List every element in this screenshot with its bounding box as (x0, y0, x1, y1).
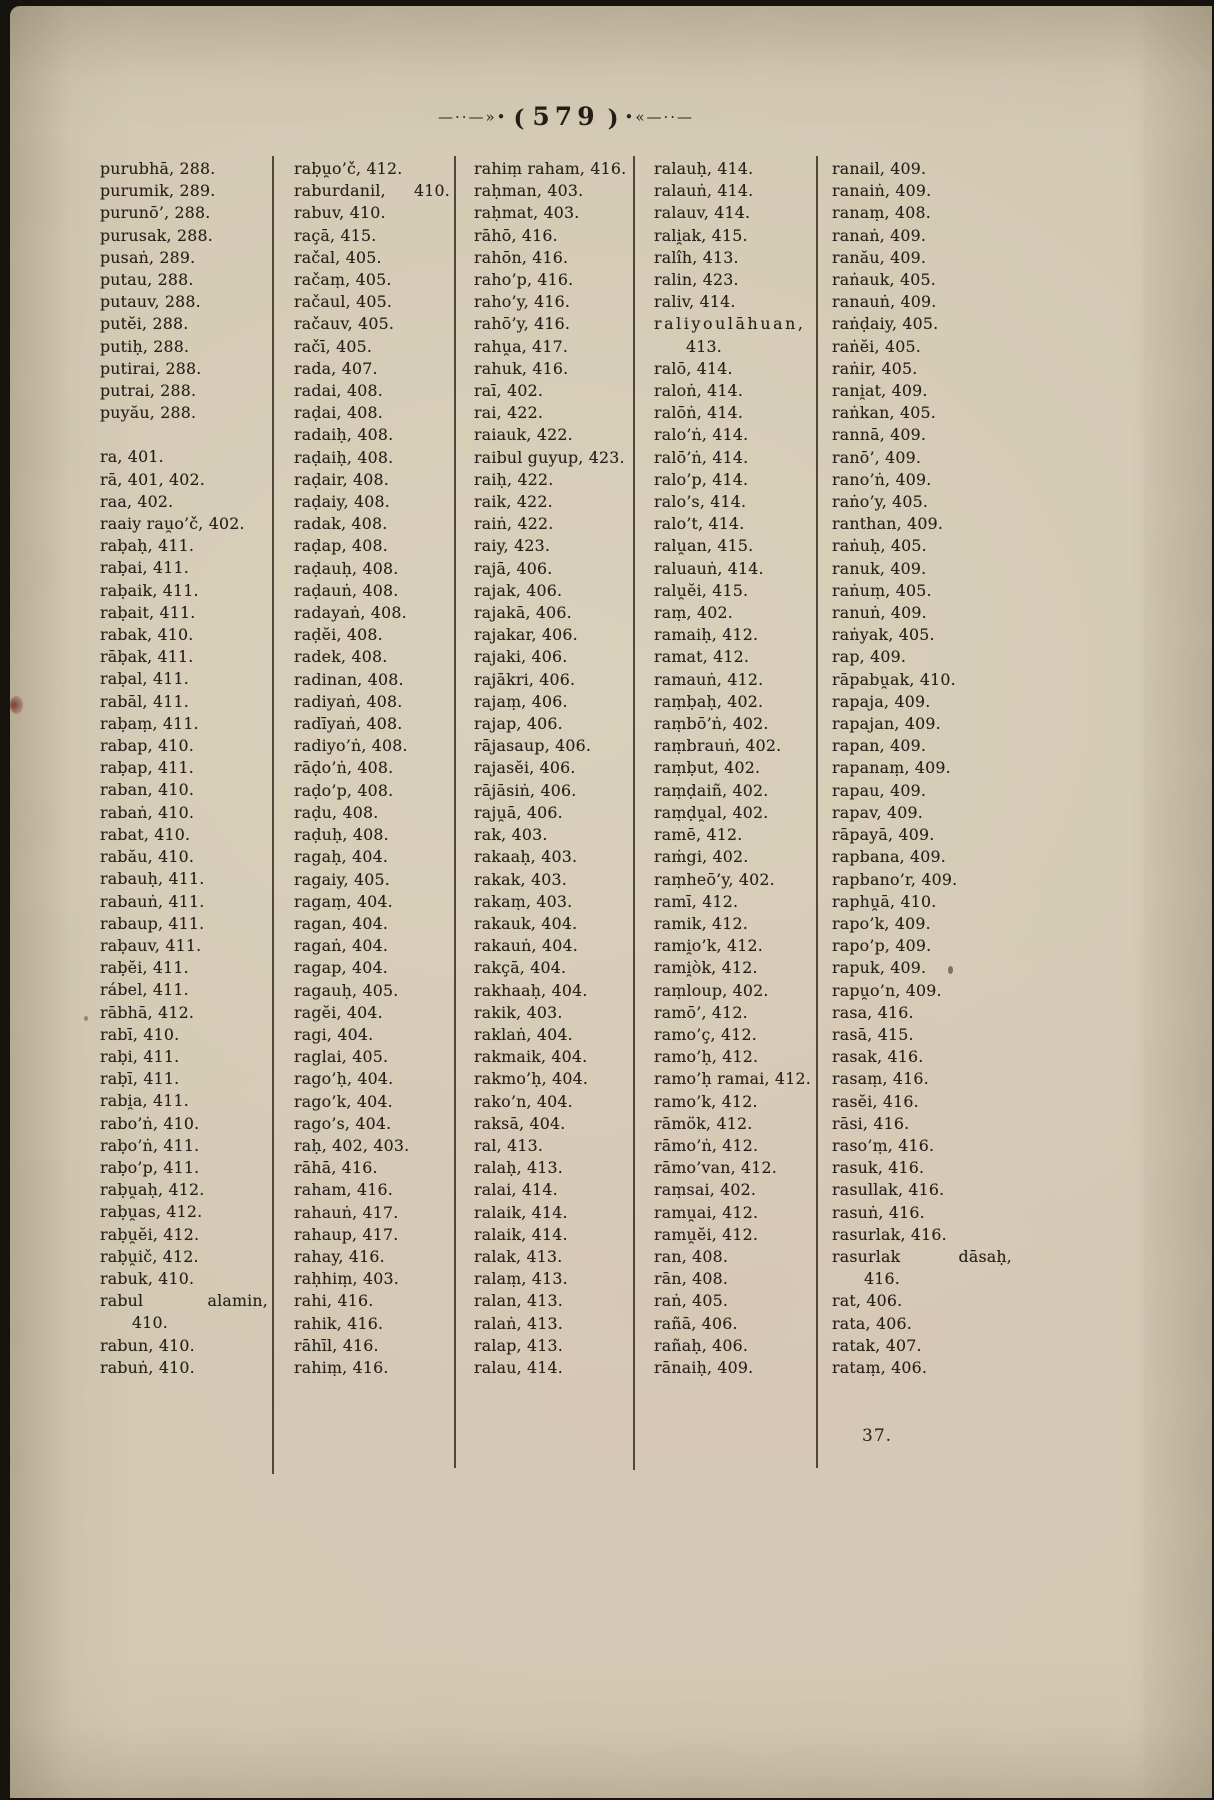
index-entry: rakmo’ḥ, 404. (474, 1069, 589, 1089)
index-entry: rapaja, 409. (832, 691, 931, 711)
index-entry: rahu̯a, 417. (474, 336, 569, 356)
index-entry: purumik, 289. (100, 181, 216, 201)
index-entry: raṅauk, 405. (832, 270, 936, 290)
index-entry: raḅal, 411. (100, 669, 189, 689)
index-entry: raṅkan, 405. (832, 403, 936, 423)
index-entry: ramō’, 412. (654, 1002, 748, 1022)
index-entry: rajakar, 406. (474, 625, 578, 645)
index-entry: ralo’ṅ, 414. (654, 425, 749, 445)
index-entry: ralai, 414. (474, 1180, 558, 1200)
index-entry: raho’p, 416. (474, 270, 574, 290)
index-entry: ramat, 412. (654, 647, 750, 667)
index-entry: raklaṅ, 404. (474, 1024, 573, 1044)
index-entry: raḅo’ṅ, 411. (100, 1135, 200, 1155)
index-entry: ralaṃ, 413. (474, 1269, 568, 1289)
index-entry: rajasĕi, 406. (474, 758, 576, 778)
index-entry: raksā, 404. (474, 1113, 566, 1133)
index-entry: raṅḍaiy, 405. (832, 314, 939, 334)
index-entry: raḅait, 411. (100, 602, 196, 622)
index-entry: raḥman, 403. (474, 181, 584, 201)
index-entry: raḅu̯as, 412. (100, 1202, 203, 1222)
index-entry: puyău, 288. (100, 403, 197, 423)
index-entry: rannā, 409. (832, 425, 927, 445)
index-entry: raḅaṃ, 411. (100, 713, 199, 733)
index-entry: raḍo’p, 408. (294, 780, 394, 800)
index-entry: raglai, 405. (294, 1047, 389, 1067)
index-entry: ragauḥ, 405. (294, 980, 399, 1000)
index-entry: raibul guyup, 423. (474, 447, 625, 467)
index-entry: ranauṅ, 409. (832, 292, 937, 312)
index-column-4 (654, 158, 812, 1379)
index-column-1 (100, 158, 268, 1379)
index-entry: rasullak, 416. (832, 1180, 945, 1200)
header-ornament-left: —··—»• (437, 108, 508, 126)
index-entry: raiy, 423. (474, 536, 551, 556)
index-entry: raṃḅaḥ, 402. (654, 691, 764, 711)
index-entry: ralap, 413. (474, 1335, 563, 1355)
index-entry: raṃḅut, 402. (654, 758, 761, 778)
index-entry: ranău, 409. (832, 247, 927, 267)
index-entry: rajak, 406. (474, 580, 563, 600)
index-entry: ramo’ḥ, 412. (654, 1047, 759, 1067)
index-entry: rapan, 409. (832, 736, 927, 756)
index-entry: rago’ḥ, 404. (294, 1069, 394, 1089)
index-entry: raḍĕi, 408. (294, 625, 383, 645)
index-entry: raluauṅ, 414. (654, 558, 764, 578)
index-entry: rakaaḥ, 403. (474, 847, 578, 867)
close-paren: ) (607, 105, 619, 132)
index-entry: raḍauḥ, 408. (294, 558, 399, 578)
index-entry: rahō’y, 416. (474, 314, 571, 334)
index-entry: raik, 422. (474, 492, 553, 512)
index-entry: rakçā, 404. (474, 958, 567, 978)
index-entry: rata, 406. (832, 1313, 912, 1333)
index-entry: rap, 409. (832, 647, 907, 667)
index-entry: raliyoulāhuan, (654, 314, 806, 334)
index-entry: ramaiḥ, 412. (654, 625, 759, 645)
index-entry: ralauv, 414. (654, 203, 751, 223)
index-entry: putauv, 288. (100, 292, 201, 312)
index-entry: rājasaup, 406. (474, 736, 592, 756)
index-entry: raḅaik, 411. (100, 580, 199, 600)
index-entry: ragĕi, 404. (294, 1002, 383, 1022)
index-entry: rapajan, 409. (832, 714, 941, 734)
index-entry: rāsi, 416. (832, 1113, 910, 1133)
index-entry: ralak, 413. (474, 1246, 563, 1266)
index-entry: ralo’p, 414. (654, 469, 749, 489)
index-entry: raī, 402. (474, 381, 544, 401)
index-entry: ralin, 423. (654, 270, 739, 290)
index-entry: raḍai, 408. (294, 403, 383, 423)
index-entry: raho’y, 416. (474, 292, 571, 312)
index-entry: ranuṅ, 409. (832, 603, 927, 623)
index-entry: radiyo’ṅ, 408. (294, 736, 408, 756)
index-entry: ral, 413. (474, 1135, 544, 1155)
index-entry: ragaḥ, 404. (294, 847, 389, 867)
column-divider-1 (272, 156, 274, 1474)
index-entry: radai, 408. (294, 381, 383, 401)
index-entry: raso’ṃ, 416. (832, 1135, 935, 1155)
index-entry: rāhīl, 416. (294, 1335, 379, 1355)
index-entry: putau, 288. (100, 270, 194, 290)
index-entry: ralo’s, 414. (654, 492, 747, 512)
index-entry: rada, 407. (294, 358, 378, 378)
index-entry: ralōṅ, 414. (654, 403, 744, 423)
index-entry: ragaṅ, 404. (294, 936, 389, 956)
index-entry: ranuk, 409. (832, 558, 927, 578)
index-entry: raaiy rau̯o’č, 402. (100, 514, 245, 534)
index-entry: raçā, 415. (294, 225, 377, 245)
index-entry: rakik, 403. (474, 1002, 563, 1022)
index-entry: raṃḍaiñ, 402. (654, 780, 769, 800)
index-entry: ralaik, 414. (474, 1224, 568, 1244)
index-entry: rahuk, 416. (474, 358, 569, 378)
index-entry: ramo’ç, 412. (654, 1024, 757, 1044)
index-entry: rān, 408. (654, 1269, 729, 1289)
index-entry: raḥhiṃ, 403. (294, 1269, 399, 1289)
index-entry: rabău, 410. (100, 847, 195, 867)
index-entry: radiyaṅ, 408. (294, 691, 403, 711)
index-entry: raṅuḥ, 405. (832, 536, 927, 556)
index-entry: radek, 408. (294, 647, 388, 667)
index-entry: raṅir, 405. (832, 358, 918, 378)
index-entry: ralu̯ĕi, 415. (654, 580, 749, 600)
index-entry: raḍu, 408. (294, 802, 379, 822)
index-entry: rahauṅ, 417. (294, 1202, 399, 1222)
index-entry: 416. (864, 1269, 900, 1289)
index-entry: raḥmat, 403. (474, 203, 580, 223)
index-column-2 (294, 158, 450, 1379)
index-entry: ramo’ḥ ramai, 412. (654, 1069, 811, 1089)
index-entry: rabi̯a, 411. (100, 1091, 189, 1111)
index-entry: raḅauv, 411. (100, 935, 202, 955)
index-entry: ralau, 414. (474, 1357, 564, 1377)
index-entry: rajaki, 406. (474, 647, 568, 667)
index-entry: rajap, 406. (474, 714, 563, 734)
index-entry: rataṃ, 406. (832, 1357, 928, 1377)
index-entry: rabāl, 411. (100, 691, 189, 711)
index-entry: raḅap, 411. (100, 758, 195, 778)
index-entry: rabuv, 410. (294, 203, 386, 223)
index-entry: ranaṅ, 409. (832, 225, 927, 245)
index-entry: raḍaiy, 408. (294, 492, 390, 512)
index-entry: rasaṃ, 416. (832, 1069, 929, 1089)
index-entry: rapau, 409. (832, 780, 927, 800)
index-entry: rako’n, 404. (474, 1091, 573, 1111)
index-entry: rago’s, 404. (294, 1113, 392, 1133)
index-entry: raḅu̯ĕi, 412. (100, 1224, 200, 1244)
index-entry: raṃheō’y, 402. (654, 869, 775, 889)
index-entry: rabuṅ, 410. (100, 1357, 195, 1377)
index-entry: putrai, 288. (100, 381, 197, 401)
index-entry: rabap, 410. (100, 736, 195, 756)
index-entry: raiauk, 422. (474, 425, 573, 445)
index-entry: raṃḍu̯al, 402. (654, 802, 769, 822)
index-entry: rājāsiṅ, 406. (474, 780, 577, 800)
page-number: 579 (532, 102, 600, 131)
index-entry: ragaiy, 405. (294, 869, 390, 889)
index-entry: 410. (132, 1313, 168, 1333)
index-entry: raṃbrauṅ, 402. (654, 736, 782, 756)
index-entry: ramē, 412. (654, 825, 743, 845)
index-entry: raṅ, 405. (654, 1291, 729, 1311)
scanned-page (10, 6, 1212, 1798)
index-entry: rabaṅ, 410. (100, 802, 195, 822)
index-entry: rasā, 415. (832, 1024, 914, 1044)
index-entry: raṁgi, 402. (654, 847, 749, 867)
column-divider-2 (454, 156, 456, 1468)
signature-mark: 37. (862, 1426, 893, 1446)
index-entry: raju̯ā, 406. (474, 802, 563, 822)
index-entry: ragi, 404. (294, 1024, 374, 1044)
index-entry: raṃsai, 402. (654, 1180, 757, 1200)
index-entry: raham, 416. (294, 1180, 393, 1200)
paper-speck (84, 1016, 88, 1021)
index-entry: raṅyak, 405. (832, 625, 935, 645)
index-entry: raṅo’y, 405. (832, 492, 929, 512)
open-paren: ( (513, 105, 525, 132)
index-entry: pusaṅ, 289. (100, 247, 196, 267)
index-entry: rajā, 406. (474, 558, 553, 578)
index-entry: rāmo’ṅ, 412. (654, 1135, 759, 1155)
index-entry: ramī, 412. (654, 891, 739, 911)
index-entry: rahōn, 416. (474, 247, 569, 267)
index-entry: ragap, 404. (294, 958, 389, 978)
index-entry: ranthan, 409. (832, 514, 944, 534)
index-entry: rapav, 409. (832, 802, 923, 822)
index-entry: rano’ṅ, 409. (832, 469, 932, 489)
index-entry: radinan, 408. (294, 669, 404, 689)
index-entry: ralō, 414. (654, 358, 733, 378)
header-ornament-right: •«—··— (624, 108, 695, 126)
index-entry: rábel, 411. (100, 980, 189, 1000)
index-entry: rasa, 416. (832, 1002, 914, 1022)
index-entry: radīyaṅ, 408. (294, 714, 403, 734)
index-entry: raiḥ, 422. (474, 469, 554, 489)
index-entry: rahiṃ, 416. (294, 1357, 389, 1377)
index-entry: raṃbō’ṅ, 402. (654, 714, 769, 734)
index-entry: rabuk, 410. (100, 1268, 195, 1288)
index-entry: rabī, 410. (100, 1024, 180, 1044)
index-entry: rabo’ṅ, 410. (100, 1113, 200, 1133)
index-entry: ralîh, 413. (654, 247, 739, 267)
index-entry: rahi, 416. (294, 1291, 374, 1311)
index-entry: rāhā, 416. (294, 1158, 378, 1178)
index-entry: rabauḥ, 411. (100, 869, 205, 889)
index-entry: raḅu̯ič, 412. (100, 1246, 199, 1266)
index-entry: raṅuṃ, 405. (832, 580, 932, 600)
index-entry: ralo’t, 414. (654, 514, 745, 534)
index-entry: putirai, 288. (100, 358, 202, 378)
index-entry: rahiṃ raham, 416. (474, 159, 627, 178)
index-entry: rañā, 406. (654, 1313, 738, 1333)
index-entry: rali̯ak, 415. (654, 225, 748, 245)
index-entry: rai, 422. (474, 403, 544, 423)
index-entry: rānaiḥ, 409. (654, 1357, 754, 1377)
index-entry: raḍair, 408. (294, 469, 389, 489)
index-entry: rak, 403. (474, 825, 548, 845)
index-entry: 413. (686, 336, 722, 356)
index-entry: rabun, 410. (100, 1335, 195, 1355)
index-entry: ramu̯ai, 412. (654, 1202, 759, 1222)
index-entry: rahay, 416. (294, 1246, 385, 1266)
index-column-5 (832, 158, 1012, 1379)
index-entry: rabak, 410. (100, 625, 194, 645)
index-entry: rapu̯o’n, 409. (832, 980, 942, 1000)
index-entry: raphu̯ā, 410. (832, 891, 937, 911)
index-entry: ratak, 407. (832, 1335, 922, 1355)
index-entry: raḅu̯aḥ, 412. (100, 1180, 205, 1200)
index-entry: rāhō, 416. (474, 225, 558, 245)
index-entry: rami̯òk, 412. (654, 958, 758, 978)
index-entry: rapanaṃ, 409. (832, 758, 951, 778)
index-entry: rago’k, 404. (294, 1091, 393, 1111)
column-divider-4 (816, 156, 818, 1468)
index-entry: rakhaaḥ, 404. (474, 980, 588, 1000)
index-entry: raḅi, 411. (100, 1046, 180, 1066)
index-entry: račaul, 405. (294, 292, 393, 312)
page-header (106, 102, 1026, 132)
index-entry: radaiḥ, 408. (294, 425, 394, 445)
index-entry: putĕi, 288. (100, 314, 189, 334)
index-entry: rabat, 410. (100, 824, 191, 844)
index-entry: ralaḥ, 413. (474, 1158, 564, 1178)
index-entry: rasurlak, 416. (832, 1224, 947, 1244)
index-entry: ralaṅ, 413. (474, 1313, 564, 1333)
index-entry: rāpayā, 409. (832, 825, 935, 845)
index-entry: račal, 405. (294, 247, 382, 267)
index-entry: rakaṃ, 403. (474, 891, 573, 911)
index-entry: račī, 405. (294, 336, 373, 356)
index-entry: rahik, 416. (294, 1313, 384, 1333)
index-entry: rapbano’r, 409. (832, 869, 958, 889)
index-entry: rabaup, 411. (100, 913, 205, 933)
index-entry: putiḥ, 288. (100, 336, 190, 356)
index-entry: ralu̯an, 415. (654, 536, 754, 556)
index-entry: raḅī, 411. (100, 1069, 180, 1089)
index-entry: raḅu̯o’č, 412. (294, 159, 403, 178)
index-entry: rāmök, 412. (654, 1113, 753, 1133)
index-entry: rakauṅ, 404. (474, 936, 578, 956)
index-entry: rakak, 403. (474, 869, 567, 889)
index-entry: ramauṅ, 412. (654, 669, 764, 689)
index-entry: raḍap, 408. (294, 536, 389, 556)
index-entry: rajakā, 406. (474, 603, 572, 623)
index-entry: raliv, 414. (654, 292, 736, 312)
index-entry: rahaup, 417. (294, 1224, 399, 1244)
column-divider-3 (633, 156, 635, 1470)
index-entry: raṃ, 402. (654, 603, 733, 623)
paper-speck (948, 966, 953, 974)
index-entry: ralan, 413. (474, 1291, 564, 1311)
paper-stain (10, 696, 23, 714)
index-entry: račauv, 405. (294, 314, 395, 334)
index-entry: ralauṅ, 414. (654, 181, 754, 201)
index-entry: rakauk, 404. (474, 913, 578, 933)
index-entry: radak, 408. (294, 514, 388, 534)
index-entry: raburdanil, 410. (294, 181, 450, 201)
index-entry: purusak, 288. (100, 225, 213, 245)
index-entry: ramo’k, 412. (654, 1091, 758, 1111)
index-entry: rasak, 416. (832, 1047, 924, 1067)
index-entry: rapo’p, 409. (832, 936, 932, 956)
index-entry: raḥ, 402, 403. (294, 1135, 410, 1155)
index-entry: ralō’ṅ, 414. (654, 447, 749, 467)
index-entry: rajākri, 406. (474, 669, 576, 689)
index-entry: raloṅ, 414. (654, 381, 744, 401)
index-entry: rabauṅ, 411. (100, 891, 205, 911)
index-entry: raṃloup, 402. (654, 980, 769, 1000)
index-entry: rat, 406. (832, 1291, 903, 1311)
index-entry: raḍaiḥ, 408. (294, 447, 394, 467)
index-entry: rā, 401, 402. (100, 469, 205, 489)
index-entry: ranaiṅ, 409. (832, 181, 932, 201)
index-entry: rasuk, 416. (832, 1158, 925, 1178)
index-entry: raḍuḥ, 408. (294, 825, 389, 845)
index-entry: rasurlak dāsaḥ, (832, 1246, 1012, 1266)
index-entry: rasĕi, 416. (832, 1091, 919, 1111)
index-entry: ra, 401. (100, 447, 164, 467)
index-entry: ralaik, 414. (474, 1202, 568, 1222)
index-entry: rapuk, 409. (832, 958, 927, 978)
index-entry: raḅo’p, 411. (100, 1157, 200, 1177)
index-entry: rāḅak, 411. (100, 647, 194, 667)
index-entry: rabul alamin, (100, 1291, 268, 1311)
index-entry: raa, 402. (100, 491, 174, 511)
index-entry: purubhā, 288. (100, 159, 216, 178)
index-entry: ranail, 409. (832, 159, 927, 178)
index-entry: rakmaik, 404. (474, 1047, 588, 1067)
index-entry: račaṃ, 405. (294, 270, 392, 290)
index-entry: rābhā, 412. (100, 1002, 195, 1022)
index-entry: rapo’k, 409. (832, 913, 931, 933)
index-entry: rāmo’van, 412. (654, 1158, 778, 1178)
index-entry: raḅaḥ, 411. (100, 536, 195, 556)
index-entry: rāḍo’ṅ, 408. (294, 758, 394, 778)
index-entry: ranō’, 409. (832, 447, 922, 467)
index-entry: ramik, 412. (654, 913, 748, 933)
index-entry: ranaṃ, 408. (832, 203, 931, 223)
index-entry: raḅai, 411. (100, 558, 189, 578)
index-entry: raiṅ, 422. (474, 514, 554, 534)
index-entry: ramu̯ĕi, 412. (654, 1224, 759, 1244)
index-entry: rañaḥ, 406. (654, 1335, 749, 1355)
index-entry: ragan, 404. (294, 913, 389, 933)
index-entry: rāpabu̯ak, 410. (832, 669, 956, 689)
index-entry: ragaṃ, 404. (294, 891, 393, 911)
index-entry: raban, 410. (100, 780, 195, 800)
index-entry: rasuṅ, 416. (832, 1202, 925, 1222)
index-entry: rani̯at, 409. (832, 381, 928, 401)
index-entry: rapbana, 409. (832, 847, 947, 867)
index-entry: raṅĕi, 405. (832, 336, 921, 356)
index-column-3 (474, 158, 630, 1379)
index-entry: ran, 408. (654, 1246, 729, 1266)
index-entry: purunō’, 288. (100, 203, 211, 223)
index-entry: radayaṅ, 408. (294, 603, 407, 623)
index-entry: raḅĕi, 411. (100, 958, 189, 978)
index-entry: ralauḥ, 414. (654, 159, 754, 178)
index-entry: rami̯o’k, 412. (654, 936, 763, 956)
index-entry: raḍauṅ, 408. (294, 580, 399, 600)
index-entry: rajaṃ, 406. (474, 691, 568, 711)
